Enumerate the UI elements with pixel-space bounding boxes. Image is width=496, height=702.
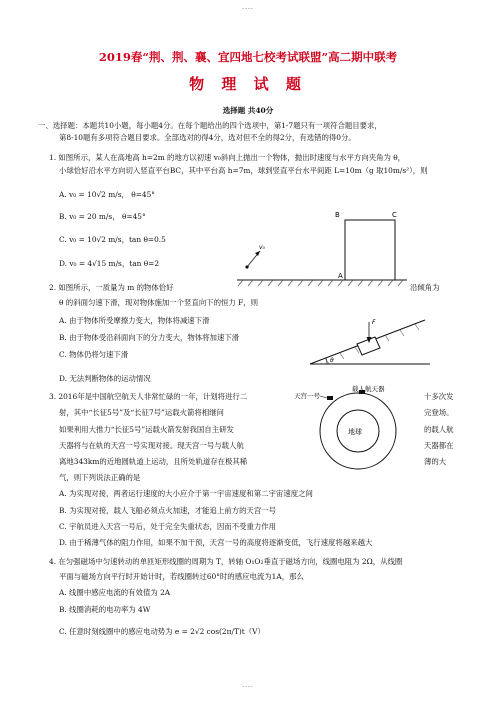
tiangong-label: 天宫一号	[294, 392, 320, 400]
q3-option-b: B. 为实现对接，载人飞船必须点火加速，才能追上前方的天宫一号	[59, 506, 277, 515]
q3-stem-line-1: 3. 2016年是中国航空航天人非常忙碌的一年，计划将进行二	[49, 392, 248, 401]
q1-option-d: D. v₀ = 4√15 m/s，tan θ=2	[59, 259, 160, 268]
force-f-label: F	[372, 319, 376, 326]
instructions-line-1: 一、选择题：本题共10小题，每小题4分。在每个题给出的四个选项中，第1-7题只有一项符合题目要求，	[38, 121, 382, 130]
exam-subtitle: 物 理 试 题	[189, 75, 307, 93]
tiangong-marker	[327, 396, 333, 400]
craft-label: 载人航天器	[352, 384, 385, 393]
q3-stem-line-6: 气，则下列说法正确的是	[59, 473, 141, 482]
q3-stem-line-3-right: 的载人航	[424, 425, 454, 434]
q1-stem-line-1: 1. 如图所示，某人在高地高 h=2m 的地方以初速 v₀斜向上抛出一个物体，抛出时速度与水平方向夹角为 θ，	[49, 153, 406, 162]
q2-stem-line-1-right: 沿倾角为	[410, 283, 440, 292]
q4-stem-line-1: 4. 在匀强磁场中匀速转动的单匝矩形线圈的周期为 T，转轴 O₁O₂垂直于磁场方向，线圈电阻为 2Ω，从线圈	[49, 557, 403, 566]
q2-figure	[305, 312, 435, 370]
q1-stem-line-2: 小球恰好沿水平方向切入竖直平台BC，其中平台高 h=7m，球到竖直平台水平间距 L=10m（g 取10m/s²），则	[59, 166, 428, 175]
q2-option-d: D. 无法判断物体的运动情况	[59, 374, 151, 383]
q1-figure	[235, 205, 410, 293]
q3-stem-line-2-right: 完登场。	[424, 408, 454, 417]
q3-option-c: C. 宇航员进入天宫一号后，处于完全失重状态，因而不受重力作用	[59, 522, 277, 531]
q3-stem-line-4-right: 天器都在	[424, 441, 454, 450]
tiangong-leader	[320, 396, 327, 398]
page-bottom-dots: ····	[242, 684, 254, 691]
q2-stem-line-1: 2. 如图所示，一质量为 m 的物体恰好	[49, 283, 174, 292]
label-b: B	[335, 211, 340, 219]
q4-option-c: C. 任意时刻线圈中的感应电动势为 e = 2√2 cos(2π/T)t（V）	[59, 627, 265, 636]
section-heading: 选择题 共40分	[222, 106, 274, 115]
ground-hatch	[238, 280, 403, 286]
q2-option-b: B. 由于物体受沿斜面向下的分力变大，物体将加速下滑	[59, 333, 240, 342]
q2-stem-line-2: θ 的斜面匀速下滑，现对物体施加一个竖直向下的恒力 F，则	[59, 298, 259, 307]
earth-label: 地球	[348, 428, 362, 436]
v0-label: v₀	[259, 244, 265, 251]
q3-stem-line-2: 射，其中“长征5号”及“长征7号”运载火箭将相继问	[59, 408, 224, 417]
label-c: C	[392, 211, 397, 219]
q3-stem-line-3: 如果利用大推力“长征5号”运载火箭发射我国自主研发	[59, 425, 234, 434]
q2-option-a: A. 由于物体所受摩擦力变大，物体将减速下滑	[59, 316, 210, 325]
theta-label: θ	[330, 357, 334, 364]
q2-option-c: C. 物体仍将匀速下滑	[59, 350, 129, 359]
page-top-dots: ····	[242, 6, 254, 13]
q4-stem-line-2: 平面与磁场方向平行时开始计时，若线圈转过60°时的感应电流为1A，那么	[59, 572, 304, 581]
q3-option-d: D. 由于稀薄气体的阻力作用，如果不加干预，天宫一号的高度将逐渐变低，飞行速度将越来越大	[59, 538, 373, 547]
q3-stem-line-4: 天器将与在轨的天宫一号实现对接。现天宫一号与载人航	[59, 441, 244, 450]
q1-option-a: A. v₀ = 10√2 m/s， θ=45°	[59, 190, 156, 199]
q1-option-b: B. v₀ = 20 m/s， θ=45°	[59, 212, 146, 221]
instructions-line-2: 第8-10题有多项符合题目要求。全部选对的得4分，选对但不全的得2分，有选错的得0分。	[59, 133, 356, 142]
q3-stem-line-5-right: 薄的大	[424, 457, 447, 466]
angle-arc	[326, 358, 327, 364]
q1-option-c: C. v₀ = 10√2 m/s，tan θ=0.5	[59, 235, 166, 244]
exam-title: 2019春“荆、荆、襄、宜四地七校考试联盟”高二期中联考	[98, 50, 398, 64]
label-a: A	[338, 272, 343, 280]
platform-bc	[345, 220, 395, 280]
q4-option-b: B. 线圈消耗的电功率为 4W	[59, 605, 151, 614]
v0-arrowhead	[255, 251, 260, 256]
q3-stem-line-5: 离地343km的近地圆轨道上运动，且所处轨道存在极其稀	[59, 457, 248, 466]
q3-stem-line-1-right: 十多次发	[424, 392, 454, 401]
q3-figure	[290, 383, 420, 473]
q4-option-a: A. 线圈中感应电流的有效值为 2A	[59, 588, 171, 597]
q3-option-a: A. 为实现对接，两者运行速度的大小应介于第一宇宙速度和第二宇宙速度之间	[59, 489, 313, 498]
